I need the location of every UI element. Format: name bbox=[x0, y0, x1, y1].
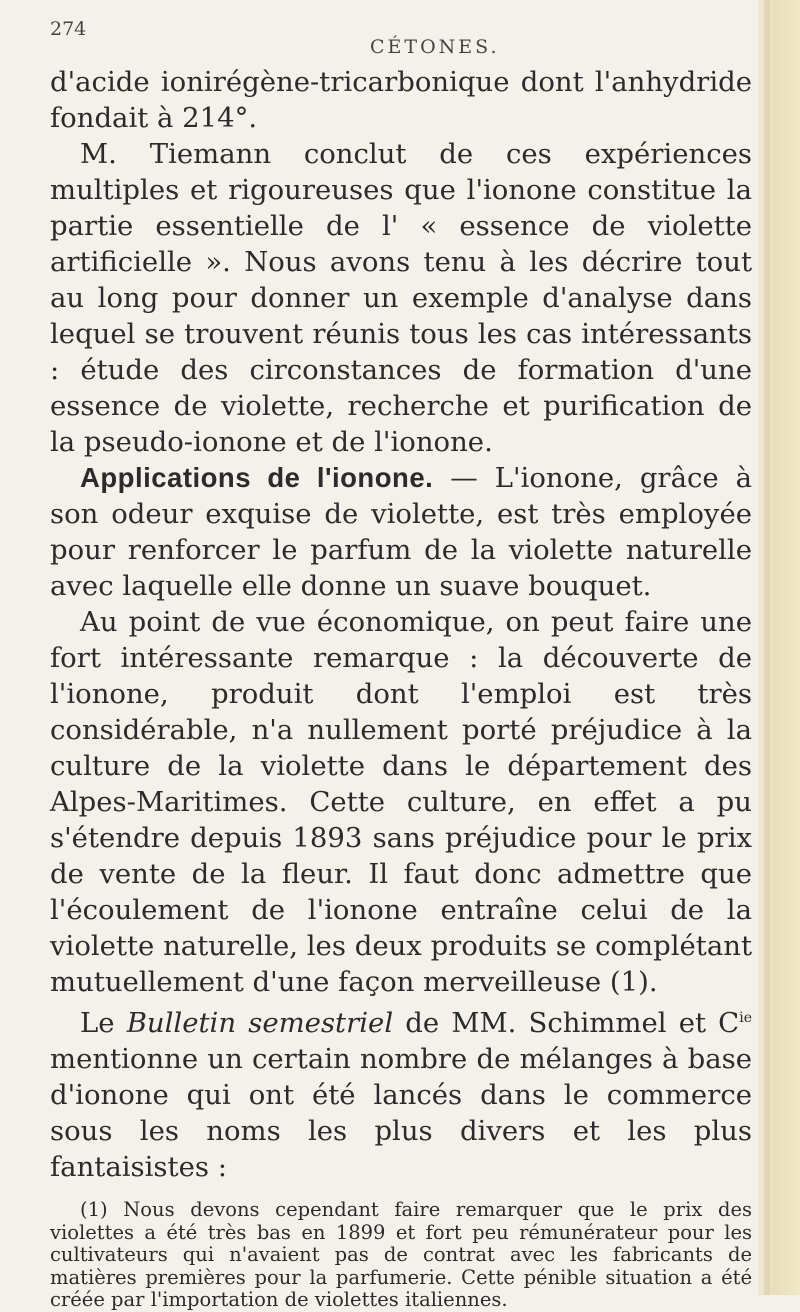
paragraph-continuation: d'acide ionirégène-tricarbonique dont l'anhydride fondait à 214°. bbox=[50, 66, 752, 134]
page-edge-shadow bbox=[764, 0, 770, 1295]
bulletin-text-mid: de MM. Schimmel et C bbox=[393, 1007, 740, 1040]
bulletin-text-start: Le bbox=[80, 1007, 127, 1040]
page-header bbox=[50, 18, 752, 64]
bulletin-text-end: mentionne un certain nombre de mélanges à base d'ionone qui ont été lancés dans le commerce sous les noms les plus divers et les plus fantaisistes : bbox=[50, 1043, 752, 1184]
bulletin-title: Bulletin semestriel bbox=[126, 1007, 394, 1040]
page-number: 274 bbox=[50, 18, 87, 40]
page-content bbox=[50, 18, 752, 1312]
paragraph-applications bbox=[50, 460, 752, 604]
paragraph-tiemann: M. Tiemann conclut de ces expériences multiples et rigoureuses que l'ionone constitue la partie essentielle de l' « essence de violette artificielle ». Nous avons tenu à les décrire tout au long pour donner un exemple d'analyse dans lequel se trouvent réunis tous les cas intéressants : étude des circonstances de formation d'une essence de violette, recherche et purification de la pseudo-ionone et de l'ionone. bbox=[50, 138, 752, 458]
paragraph-bulletin bbox=[50, 1000, 752, 1185]
running-head: CÉTONES. bbox=[370, 36, 500, 58]
footnote: (1) Nous devons cependant faire remarquer que le prix des violettes a été très bas en 1899 et fort peu rémunérateur pour les cultivateurs qui n'avaient pas de contrat avec les fabricants de matières premières pour la parfumerie. Cette pénible situation a été créée par l'importation de violettes italiennes. bbox=[50, 1198, 752, 1312]
paragraph-applications-text: — L'ionone, grâce à son odeur exquise de violette, est très employée pour renforcer le parfum de la violette naturelle avec laquelle elle donne un suave bouquet. bbox=[50, 462, 752, 602]
paragraph-economic: Au point de vue économique, on peut faire une fort intéressante remarque : la découverte de l'ionone, produit dont l'emploi est très considérable, n'a nullement porté préjudice à la culture de la violette dans le département des Alpes-Maritimes. Cette culture, en effet a pu s'étendre depuis 1893 sans préjudice pour le prix de vente de la fleur. Il faut donc admettre que l'écoulement de l'ionone entraîne celui de la violette naturelle, les deux produits se complétant mutuellement d'une façon merveilleuse (1). bbox=[50, 606, 752, 998]
superscript: ie bbox=[739, 1010, 752, 1026]
section-heading: Applications de l'ionone. bbox=[80, 462, 434, 493]
